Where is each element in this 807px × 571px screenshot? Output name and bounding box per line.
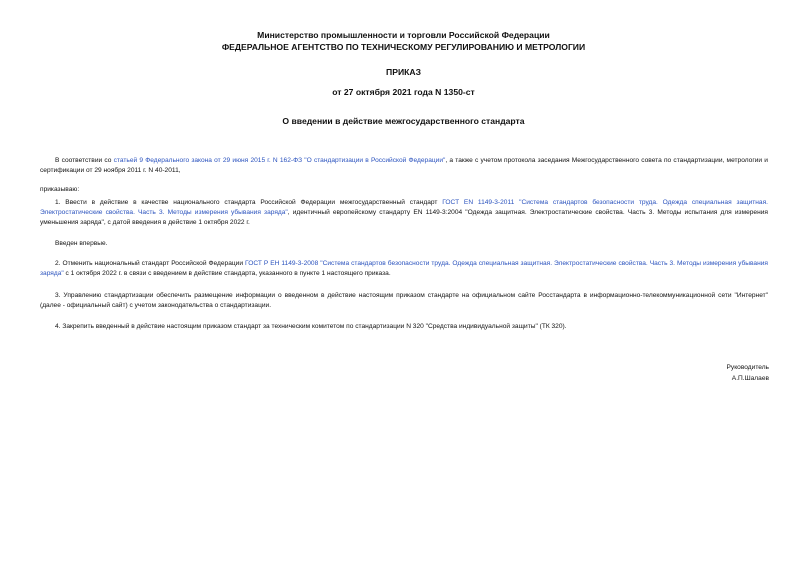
preamble-paragraph: [40, 156, 768, 176]
item-1-text-start: 1. Ввести в действие в качестве национального стандарта Российской Федерации межгосударственный стандарт: [55, 199, 443, 206]
item-2-text-end: с 1 октября 2022 г. в связи с введением в действие стандарта, указанного в пункте 1 настоящего приказа.: [63, 270, 391, 277]
order-word: приказываю:: [40, 186, 80, 193]
item-1-paragraph: [40, 198, 768, 228]
preamble-text-start: В соответствии со: [55, 157, 114, 164]
first-time-note: Введен впервые.: [55, 240, 108, 247]
item-4-paragraph: 4. Закрепить введенный в действие настоящим приказом стандарт за техническим комитетом по стандартизации N 320 "Средства индивидуальной защиты" (ТК 320).: [55, 323, 567, 330]
document-date-number: от 27 октября 2021 года N 1350-ст: [332, 87, 475, 97]
item-2-text-start: 2. Отменить национальный стандарт Российской Федерации: [55, 260, 245, 267]
signature-name: А.П.Шалаев: [731, 375, 769, 382]
gost-en-1149-3-2011-link[interactable]: ГОСТ EN 1149-3-2011 "Система стандартов безопасности труда. Одежда специальная защитная. Электростатические свойства. Часть 3. Методы измерения убывания заряда": [40, 199, 768, 216]
item-1-text-end: , идентичный европейскому стандарту EN 1149-3:2004 "Одежда защитная. Электростатические свойства. Часть 3. Методы испытания для измерения уменьшения заряда", с датой введения в действие 1 октября 2022 г.: [40, 209, 768, 226]
federal-law-link[interactable]: статьей 9 Федерального закона от 29 июня 2015 г. N 162-ФЗ "О стандартизации в Российской Федерации": [113, 157, 446, 164]
document-type: ПРИКАЗ: [386, 67, 421, 77]
item-3-paragraph: 3. Управлению стандартизации обеспечить размещение информации о введенном в действие настоящим приказом стандарте на официальном сайте Росстандарта в информационно-телекоммуникационной сети "Интернет" (далее - официальный сайт) с учетом законодательства о стандартизации.: [40, 292, 768, 309]
gost-r-en-1149-3-2008-link[interactable]: ГОСТ Р ЕН 1149-3-2008 "Система стандартов безопасности труда. Одежда специальная защитная. Электростатические свойства. Часть 3. Методы измерения убывания заряда": [40, 260, 768, 277]
agency-name: ФЕДЕРАЛЬНОЕ АГЕНТСТВО ПО ТЕХНИЧЕСКОМУ РЕГУЛИРОВАНИЮ И МЕТРОЛОГИИ: [221, 42, 586, 52]
document-title: О введении в действие межгосударственного стандарта: [282, 116, 525, 126]
ministry-name: Министерство промышленности и торговли Российской Федерации: [257, 30, 550, 40]
item-2-paragraph: [40, 259, 768, 279]
preamble-text-end: , а также с учетом протокола заседания Межгосударственного совета по стандартизации, метрологии и сертификации от 29 ноября 2011 г. N 40-2011,: [40, 157, 768, 174]
signature-role: Руководитель: [726, 364, 769, 371]
